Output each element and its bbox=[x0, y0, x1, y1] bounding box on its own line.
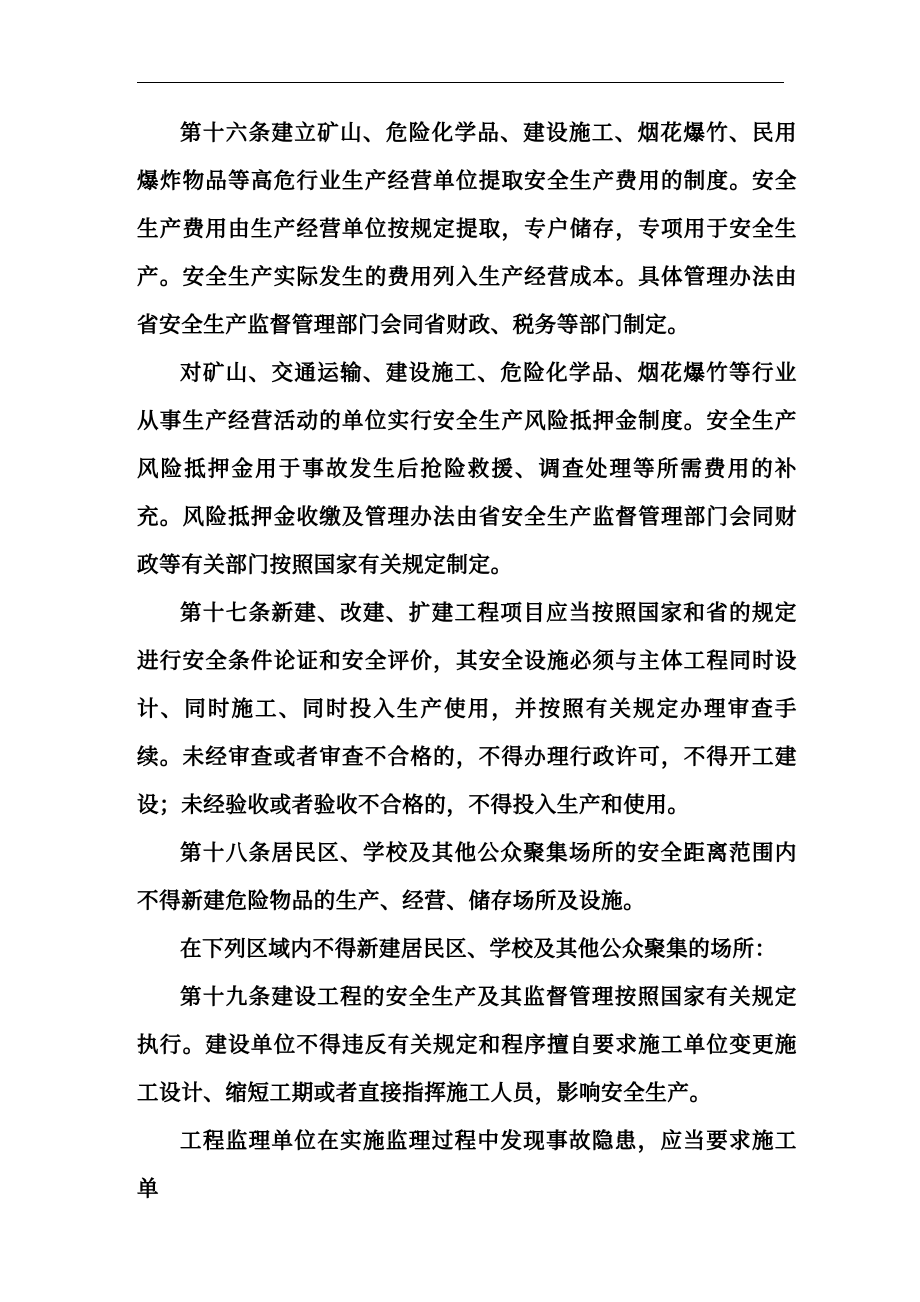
header-rule bbox=[137, 82, 784, 83]
paragraph-article-16: 第十六条建立矿山、危险化学品、建设施工、烟花爆竹、民用爆炸物品等高危行业生产经营单位提取安全生产费用的制度。安全生产费用由生产经营单位按规定提取，专户储存，专项用于安全生产。安全生产实际发生的费用列入生产经营成本。具体管理办法由省安全生产监督管理部门会同省财政、税务等部门制定。 bbox=[137, 121, 797, 338]
paragraph-supervision: 工程监理单位在实施监理过程中发现事故隐患，应当要求施工单 bbox=[137, 1129, 797, 1202]
paragraph-article-17: 第十七条新建、改建、扩建工程项目应当按照国家和省的规定进行安全条件论证和安全评价，其安全设施必须与主体工程同时设计、同时施工、同时投入生产使用，并按照有关规定办理审查手续。未经审查或者审查不合格的，不得办理行政许可，不得开工建设；未经验收或者验收不合格的，不得投入生产和使用。 bbox=[137, 601, 797, 818]
document-body bbox=[137, 110, 797, 1214]
paragraph-article-19: 第十九条建设工程的安全生产及其监督管理按照国家有关规定执行。建设单位不得违反有关规定和程序擅自要求施工单位变更施工设计、缩短工期或者直接指挥施工人员，影响安全生产。 bbox=[137, 985, 797, 1106]
paragraph-restricted-areas: 在下列区域内不得新建居民区、学校及其他公众聚集的场所： bbox=[180, 937, 777, 962]
paragraph-risk-deposit: 对矿山、交通运输、建设施工、危险化学品、烟花爆竹等行业从事生产经营活动的单位实行安全生产风险抵押金制度。安全生产风险抵押金用于事故发生后抢险救援、调查处理等所需费用的补充。风险抵押金收缴及管理办法由省安全生产监督管理部门会同财政等有关部门按照国家有关规定制定。 bbox=[137, 361, 797, 578]
paragraph-article-18: 第十八条居民区、学校及其他公众聚集场所的安全距离范围内不得新建危险物品的生产、经营、储存场所及设施。 bbox=[137, 841, 797, 914]
